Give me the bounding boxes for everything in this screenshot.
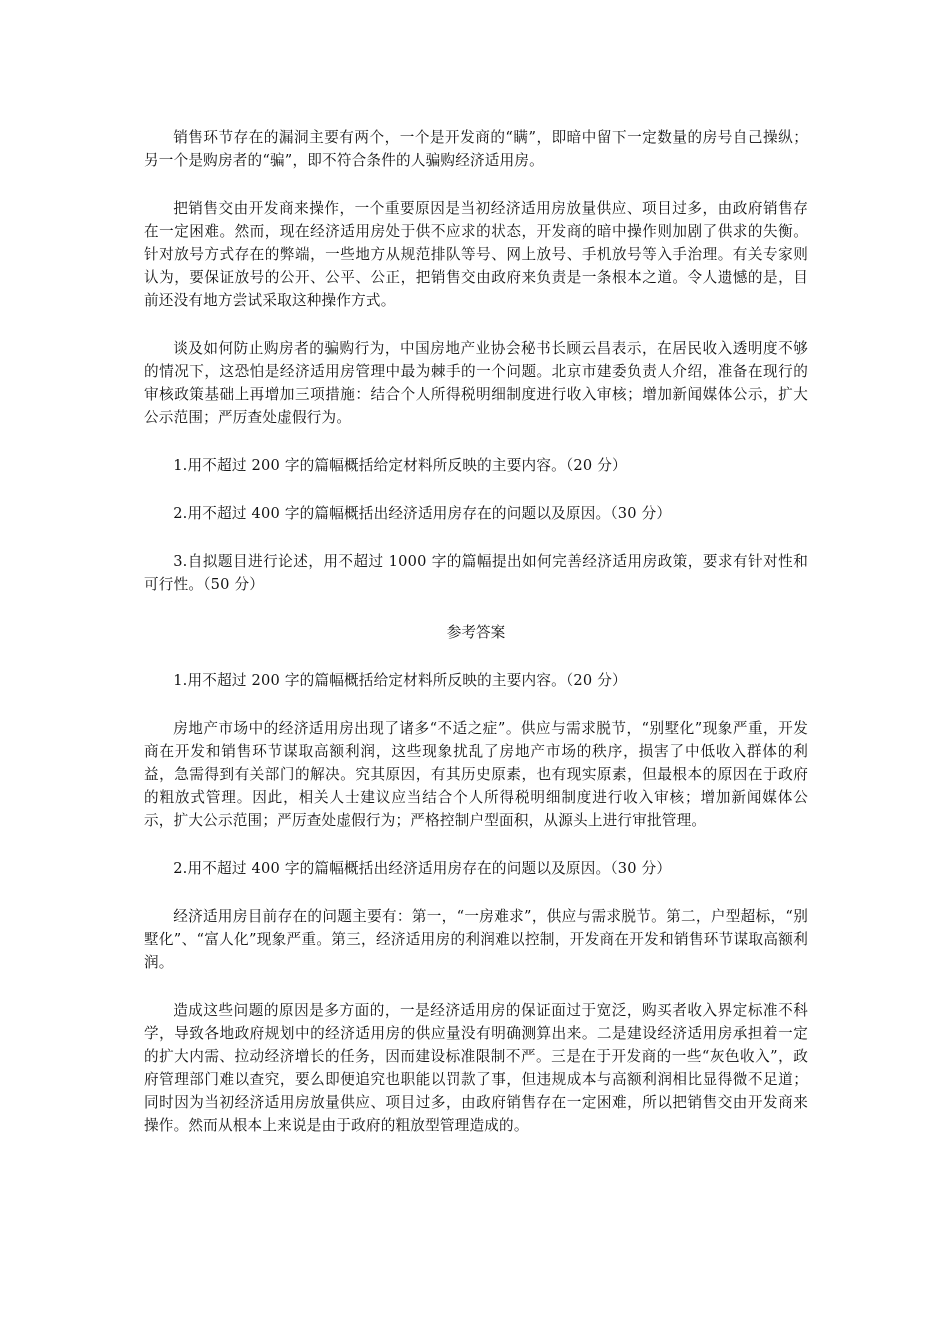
answer-2-causes: 造成这些问题的原因是多方面的，一是经济适用房的保证面过于宽泛，购买者收入界定标准不科学，导致各地政府规划中的经济适用房的供应量没有明确测算出来。二是建设经济适用房承担着一定的扩大内需、拉动经济增长的任务，因而建设标准限制不严。三是在于开发商的一些“灰色收入”，政府管理部门难以查究，要么即便追究也职能以罚款了事，但违规成本与高额利润相比显得微不足道；同时因为当初经济适用房放量供应、项目过多，由政府销售存在一定困难，所以把销售交由开发商来操作。然而从根本上来说是由于政府的粗放型管理造成的。 (144, 1002, 808, 1134)
paragraph-sales-operation: 把销售交由开发商来操作，一个重要原因是当初经济适用房放量供应、项目过多，由政府销售存在一定困难。然而，现在经济适用房处于供不应求的状态，开发商的暗中操作则加剧了供求的失衡。针对放号方式存在的弊端，一些地方从规范排队等号、网上放号、手机放号等入手治理。有关专家则认为，要保证放号的公开、公平、公正，把销售交由政府来负责是一条根本之道。令人遗憾的是，目前还没有地方尝试采取这种操作方式。 (144, 200, 808, 309)
document-body (144, 126, 808, 1162)
answer-2-question: 2.用不超过 400 字的篇幅概括出经济适用房存在的问题以及原因。（30 分） (173, 860, 672, 877)
paragraph-sales-loopholes: 销售环节存在的漏洞主要有两个，一个是开发商的“瞒”，即暗中留下一定数量的房号自己操纵；另一个是购房者的“骗”，即不符合条件的人骗购经济适用房。 (144, 129, 808, 169)
question-2: 2.用不超过 400 字的篇幅概括出经济适用房存在的问题以及原因。（30 分） (173, 505, 672, 522)
answer-1-question: 1.用不超过 200 字的篇幅概括给定材料所反映的主要内容。（20 分） (173, 672, 627, 689)
answer-1-text: 房地产市场中的经济适用房出现了诸多“不适之症”。供应与需求脱节，“别墅化”现象严重，开发商在开发和销售环节谋取高额利润，这些现象扰乱了房地产市场的秩序，损害了中低收入群体的利益，急需得到有关部门的解决。究其原因，有其历史原素，也有现实原素，但最根本的原因在于政府的粗放式管理。因此，相关人士建议应当结合个人所得税明细制度进行收入审核；增加新闻媒体公示，扩大公示范围；严厉查处虚假行为；严格控制户型面积，从源头上进行审批管理。 (144, 720, 808, 829)
question-3: 3.自拟题目进行论述，用不超过 1000 字的篇幅提出如何完善经济适用房政策，要求有针对性和可行性。（50 分） (144, 553, 808, 593)
answer-2-problems: 经济适用房目前存在的问题主要有：第一，“一房难求”，供应与需求脱节。第二，户型超标，“别墅化”、“富人化”现象严重。第三，经济适用房的利润难以控制，开发商在开发和销售环节谋取高额利润。 (144, 908, 808, 971)
answers-heading: 参考答案 (446, 624, 506, 641)
paragraph-fraud-prevention: 谈及如何防止购房者的骗购行为，中国房地产业协会秘书长顾云昌表示，在居民收入透明度不够的情况下，这恐怕是经济适用房管理中最为棘手的一个问题。北京市建委负责人介绍，准备在现行的审核政策基础上再增加三项措施：结合个人所得税明细制度进行收入审核；增加新闻媒体公示，扩大公示范围；严厉查处虚假行为。 (144, 340, 808, 426)
question-1: 1.用不超过 200 字的篇幅概括给定材料所反映的主要内容。（20 分） (173, 457, 627, 474)
